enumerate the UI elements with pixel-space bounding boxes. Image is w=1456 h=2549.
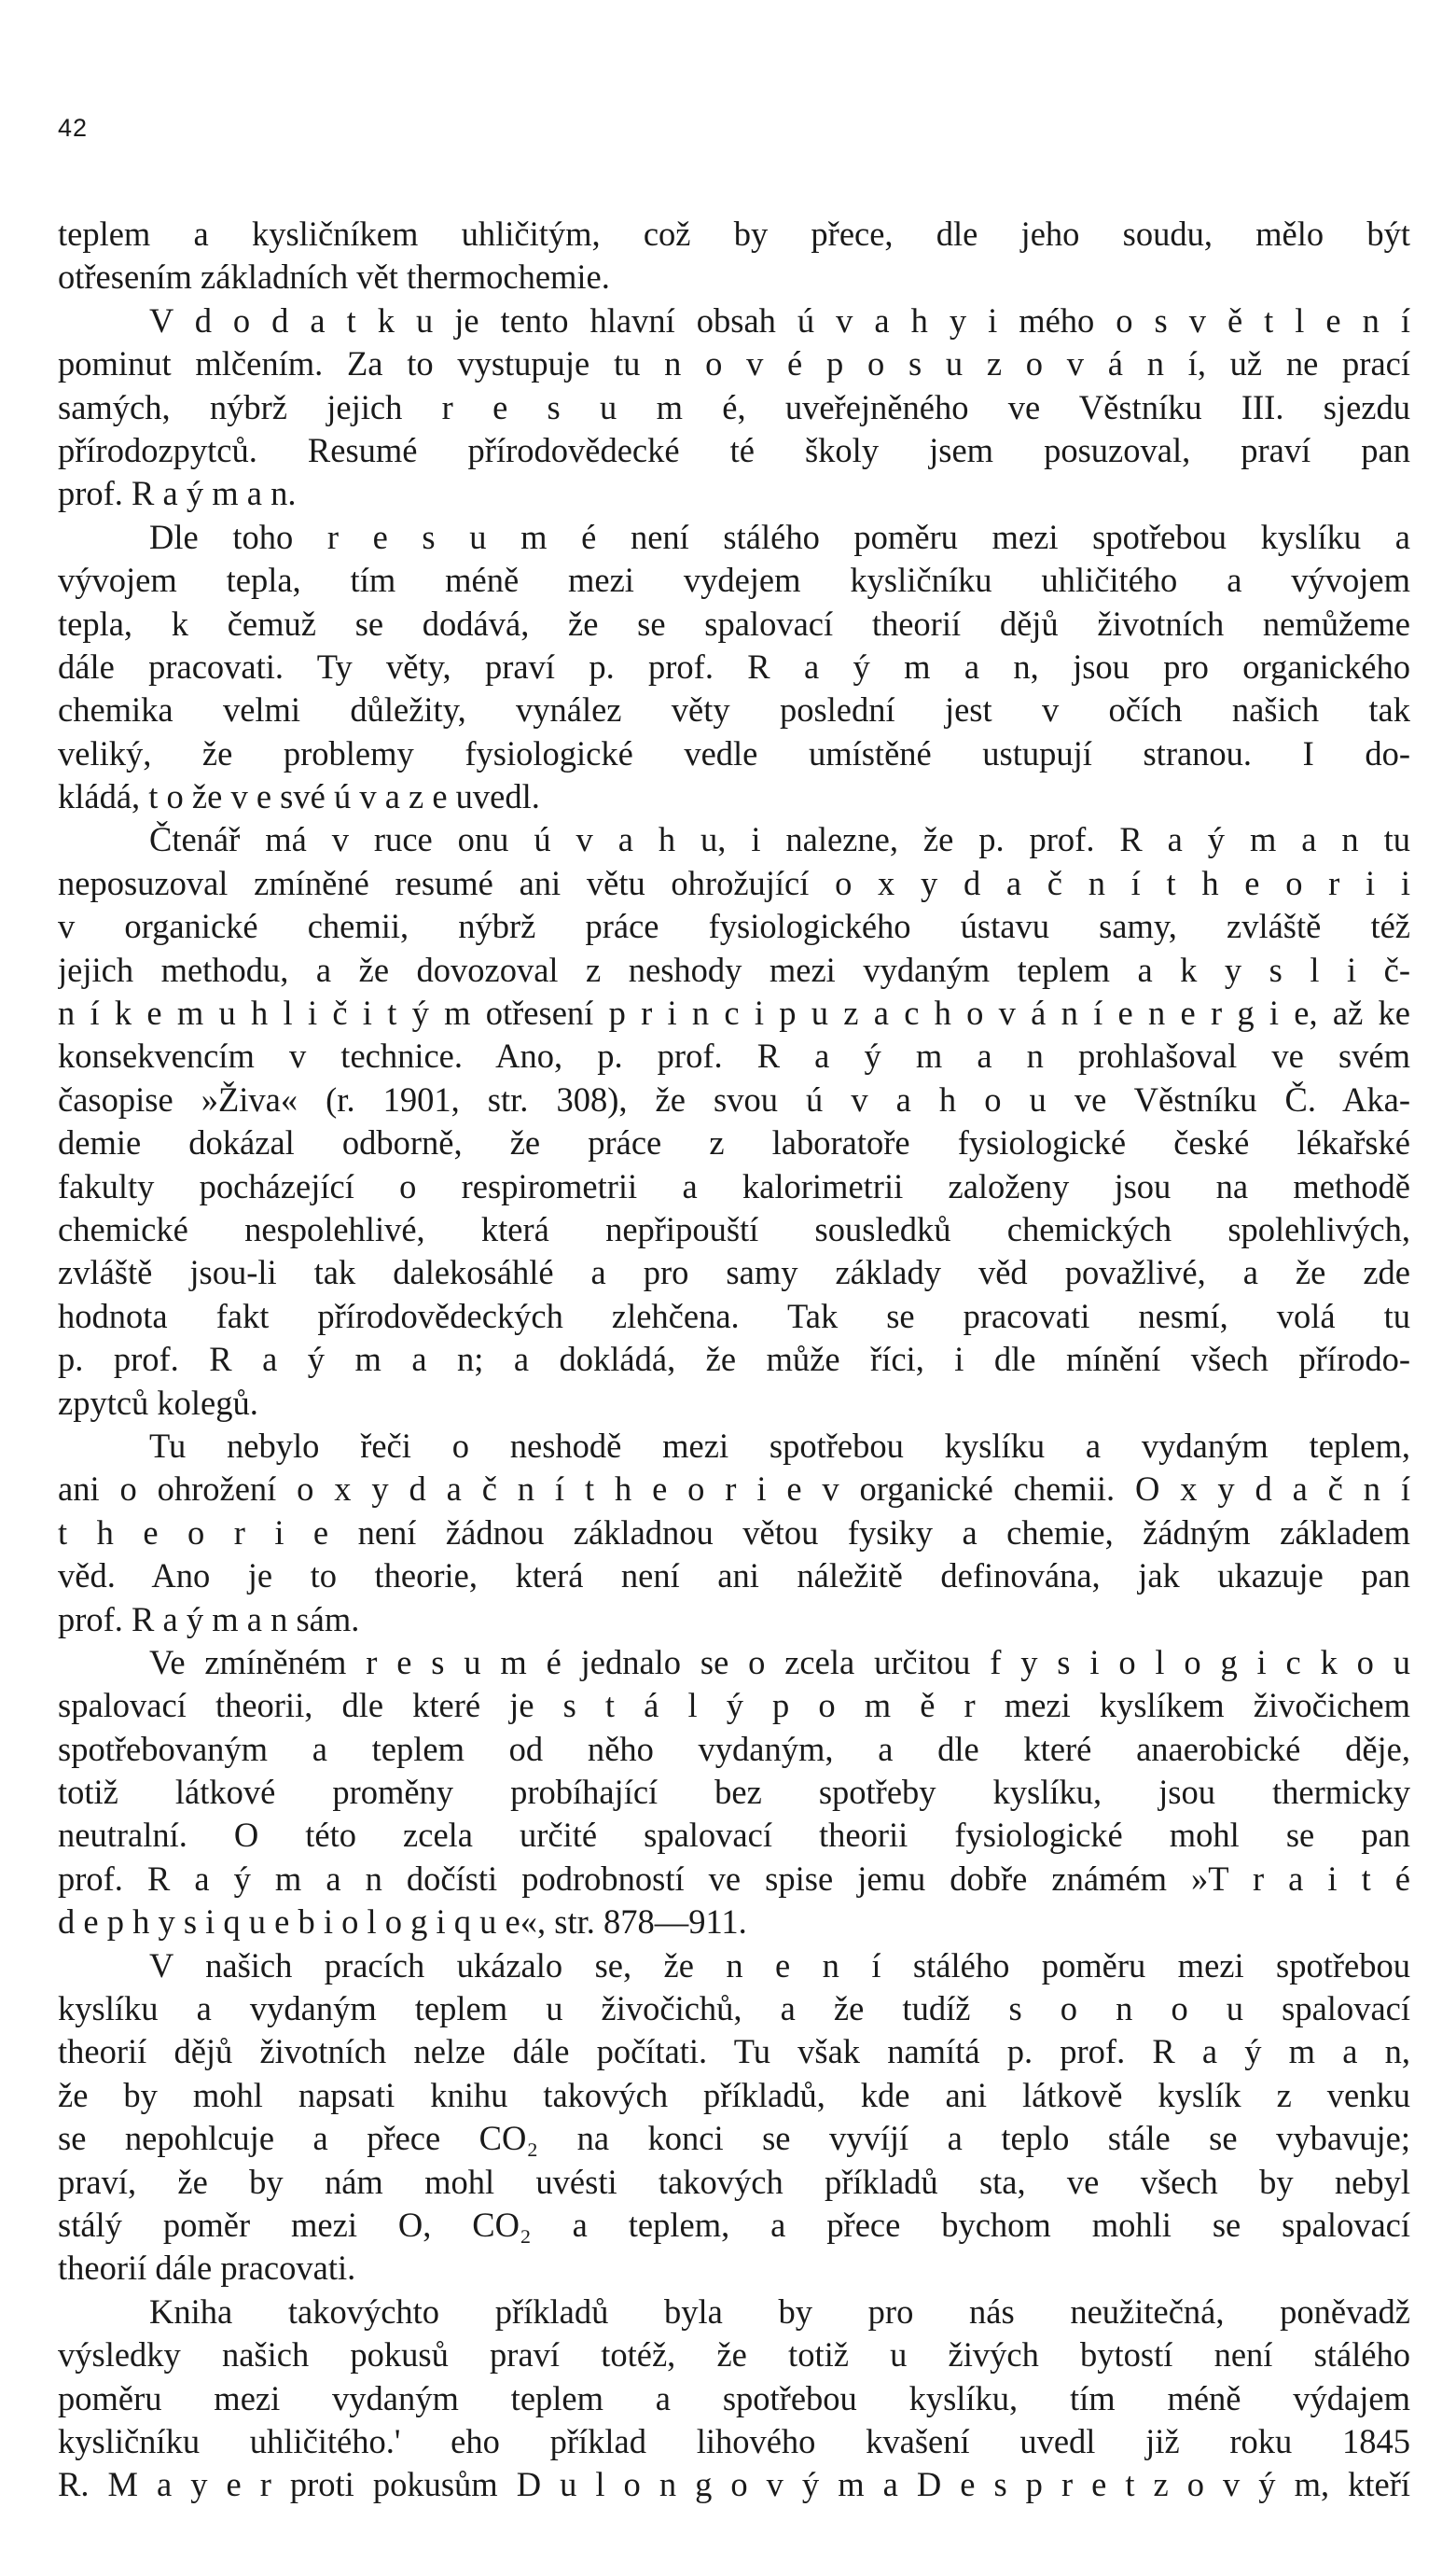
text-line: prof. R a ý m a n dočísti podrobností ve spise jemu dobře známém »T r a i t é xyxy=(58,1859,1410,1898)
text-line: spotřebovaným a teplem od něho vydaným, a dle které anaerobické děje, xyxy=(58,1729,1410,1768)
text-line: Dle toho r e s u m é není stálého poměru mezi spotřebou kyslíku a xyxy=(149,517,1410,556)
body-text xyxy=(58,213,1410,2507)
text-line: výsledky našich pokusů praví totéž, že totiž u živých bytostí není stálého xyxy=(58,2335,1410,2375)
text-line: věd. Ano je to theorie, která není ani náležitě definována, jak ukazuje pan xyxy=(58,1556,1410,1595)
text-line: stálý poměr mezi O, CO₂ a teplem, a přece bychom mohli se spalovací xyxy=(58,2205,1410,2244)
text-line: přírodozpytců. Resumé přírodovědecké té školy jsem posuzoval, praví pan xyxy=(58,430,1410,469)
text-line: spalovací theorii, dle které je s t á l ý p o m ě r mezi kyslíkem živočichem xyxy=(58,1686,1410,1725)
text-line: pominut mlčením. Za to vystupuje tu n o v é p o s u z o v á n í, už ne prací xyxy=(58,344,1410,383)
text-line: Ve zmíněném r e s u m é jednalo se o zcela určitou f y s i o l o g i c k o u xyxy=(149,1642,1410,1681)
text-line: vývojem tepla, tím méně mezi vydejem kysličníku uhličitého a vývojem xyxy=(58,561,1410,600)
text-line: jejich methodu, a že dovozoval z neshody mezi vydaným teplem a k y s l i č- xyxy=(58,950,1410,989)
text-line: Čtenář má v ruce onu ú v a h u, i nalezne, že p. prof. R a ý m a n tu xyxy=(149,820,1410,859)
text-line: v organické chemii, nýbrž práce fysiologického ústavu samy, zvláště též xyxy=(58,907,1410,946)
text-line: konsekvencím v technice. Ano, p. prof. R a ý m a n prohlašoval ve svém xyxy=(58,1037,1410,1076)
text-line: totiž látkové proměny probíhající bez spotřeby kyslíku, jsou thermicky xyxy=(58,1773,1410,1812)
text-line: Tu nebylo řeči o neshodě mezi spotřebou kyslíku a vydaným teplem, xyxy=(149,1426,1410,1465)
text-line: ani o ohrožení o x y d a č n í t h e o r i e v organické chemii. O x y d a č n í xyxy=(58,1470,1410,1509)
text-line: se nepohlcuje a přece CO₂ na konci se vyvíjí a teplo stále se vybavuje; xyxy=(58,2119,1410,2158)
text-line: t h e o r i e není žádnou základnou větou fysiky a chemie, žádným základem xyxy=(58,1512,1410,1552)
text-line: fakulty pocházející o respirometrii a kalorimetrii založeny jsou na methodě xyxy=(58,1166,1410,1205)
text-line: teplem a kysličníkem uhličitým, což by přece, dle jeho soudu, mělo být xyxy=(58,215,1410,253)
text-line: n í k e m u h l i č i t ý m otřesení p r i n c i p u z a c h o v á n í e n e r g i e, až ke xyxy=(58,994,1410,1033)
text-line: d e p h y s i q u e b i o l o g i q u e«, str. 878—911. xyxy=(58,1902,747,1942)
text-line: V d o d a t k u je tento hlavní obsah ú v a h y i mého o s v ě t l e n í xyxy=(149,300,1410,340)
text-line: prof. R a ý m a n. xyxy=(58,474,297,513)
text-line: chemika velmi důležity, vynález věty poslední jest v očích našich tak xyxy=(58,690,1410,730)
text-line: zpytců kolegů. xyxy=(58,1383,258,1422)
text-line: hodnota fakt přírodovědeckých zlehčena. Tak se pracovati nesmí, volá tu xyxy=(58,1296,1410,1335)
text-line: neposuzoval zmíněné resumé ani větu ohrožující o x y d a č n í t h e o r i i xyxy=(58,863,1410,902)
text-line: dále pracovati. Ty věty, praví p. prof. R a ý m a n, jsou pro organického xyxy=(58,647,1410,686)
text-line: neutralní. O této zcela určité spalovací theorii fysiologické mohl se pan xyxy=(58,1816,1410,1855)
text-line: časopise »Živa« (r. 1901, str. 308), že svou ú v a h o u ve Věstníku Č. Aka- xyxy=(58,1079,1410,1119)
text-line: otřesením základních vět thermochemie. xyxy=(58,258,610,297)
text-line: demie dokázal odborně, že práce z laboratoře fysiologické české lékařské xyxy=(58,1123,1410,1163)
text-line: kyslíku a vydaným teplem u živočichů, a že tudíž s o n o u spalovací xyxy=(58,1989,1410,2028)
text-line: praví, že by nám mohl uvésti takových příkladů sta, ve všech by nebyl xyxy=(58,2162,1410,2201)
text-line: tepla, k čemuž se dodává, že se spalovací theorií dějů životních nemůžeme xyxy=(58,604,1410,643)
text-line: že by mohl napsati knihu takových příkladů, kde ani látkově kyslík z venku xyxy=(58,2075,1410,2114)
text-line: p. prof. R a ý m a n; a dokládá, že může říci, i dle mínění všech přírodo- xyxy=(58,1340,1410,1379)
text-line: R. M a y e r proti pokusům D u l o n g o v ý m a D e s p r e t z o v ý m, kteří xyxy=(58,2465,1410,2504)
text-line: poměru mezi vydaným teplem a spotřebou kyslíku, tím méně výdajem xyxy=(58,2378,1410,2417)
text-line: veliký, že problemy fysiologické vedle umístěné ustupují stranou. I do- xyxy=(58,733,1410,773)
text-line: theorií dále pracovati. xyxy=(58,2249,356,2288)
text-line: kládá, t o že v e své ú v a z e uvedl. xyxy=(58,777,540,816)
text-line: samých, nýbrž jejich r e s u m é, uveřejněného ve Věstníku III. sjezdu xyxy=(58,387,1410,426)
text-line: chemické nespolehlivé, která nepřipouští sousledků chemických spolehlivých, xyxy=(58,1209,1410,1248)
page-number: 42 xyxy=(58,114,89,142)
text-line: V našich pracích ukázalo se, že n e n í stálého poměru mezi spotřebou xyxy=(149,1945,1410,1985)
text-line: zvláště jsou-li tak dalekosáhlé a pro samy základy věd považlivé, a že zde xyxy=(58,1253,1410,1292)
text-line: prof. R a ý m a n sám. xyxy=(58,1599,360,1638)
text-line: kysličníku uhličitého.' eho příklad lihového kvašení uvedl již roku 1845 xyxy=(58,2421,1410,2460)
text-line: theorií dějů životních nelze dále počítati. Tu však namítá p. prof. R a ý m a n, xyxy=(58,2032,1410,2071)
text-line: Kniha takovýchto příkladů byla by pro nás neužitečná, poněvadž xyxy=(149,2291,1410,2331)
